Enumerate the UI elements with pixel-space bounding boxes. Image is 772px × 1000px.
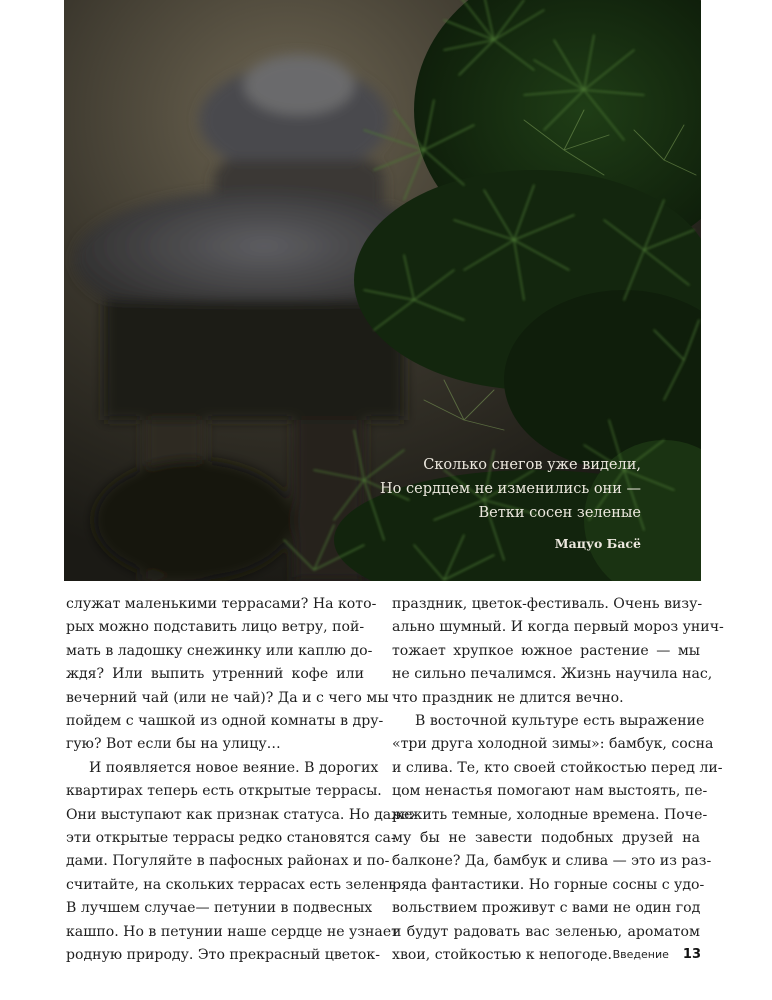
text-line: что праздник не длится вечно. [392, 689, 624, 706]
text-line: не сильно печалимся. Жизнь научила нас, [392, 666, 713, 683]
text-line: хвои, стойкостью к непогоде. [392, 947, 612, 964]
text-line: и будут радовать вас зеленью, ароматом [392, 923, 700, 940]
text-line: и слива. Те, кто своей стойкостью перед ли- [392, 759, 723, 776]
text-column-right [392, 593, 724, 968]
text-line: Они выступают как признак статуса. Но даже [66, 806, 413, 823]
text-line: родную природу. Это прекрасный цветок- [66, 947, 380, 964]
text-line: ждя? Или выпить утренний кофе или [66, 666, 364, 683]
text-line: му бы не завести подобных друзей на [392, 830, 700, 847]
text-line: ряда фантастики. Но горные сосны с удо- [392, 876, 705, 893]
paragraph [392, 710, 723, 967]
paragraph [66, 593, 389, 757]
text-line: рых можно подставить лицо ветру, пой- [66, 619, 365, 636]
text-line: дами. Погуляйте в пафосных районах и по- [66, 853, 390, 870]
text-line: пойдем с чашкой из одной комнаты в дру- [66, 713, 384, 730]
text-line: вечерний чай (или не чай)? Да и с чего мы [66, 689, 389, 706]
poem-line: Но сердцем не изменились они — [380, 481, 641, 497]
page-number: 13 [682, 947, 701, 962]
poem-line: Ветки сосен зеленые [478, 505, 641, 521]
text-line: мать в ладошку снежинку или каплю до- [66, 642, 373, 659]
text-line: В лучшем случае— петунии в подвесных [66, 900, 373, 917]
text-line: кашпо. Но в петунии наше сердце не узнает [66, 923, 399, 940]
paragraph [66, 757, 413, 968]
text-line: И появляется новое веяние. В дорогих [89, 759, 379, 776]
text-line: цом ненастья помогают нам выстоять, пе- [392, 783, 708, 800]
text-line: балконе? Да, бамбук и слива — это из раз- [392, 853, 712, 870]
text-line: праздник, цветок-фестиваль. Очень визу- [392, 596, 703, 612]
pine-bonsai-photo [64, 0, 701, 581]
text-line: ально шумный. И когда первый мороз унич- [392, 619, 724, 636]
haiku-poem [380, 453, 641, 556]
text-line: В восточной культуре есть выражение [415, 713, 705, 730]
paragraph [392, 593, 724, 710]
page-footer [613, 947, 701, 962]
text-line: служат маленькими террасами? На кото- [66, 596, 377, 612]
text-line: режить темные, холодные времена. Поче- [392, 806, 708, 823]
text-line: гую? Вот если бы на улицу… [66, 736, 281, 753]
text-line: эти открытые террасы редко становятся са- [66, 830, 396, 847]
section-title: Введение [612, 948, 669, 961]
text-line: «три друга холодной зимы»: бамбук, сосна [392, 736, 714, 753]
poem-author: Мацуо Басё [554, 536, 641, 551]
text-column-left [66, 593, 413, 968]
text-line: вольствием проживут с вами не один год [392, 900, 701, 917]
text-line: тожает хрупкое южное растение — мы [392, 642, 700, 659]
poem-line: Сколько снегов уже видели, [423, 457, 641, 473]
text-line: считайте, на скольких террасах есть зелень. [66, 876, 401, 893]
text-line: квартирах теперь есть открытые террасы. [66, 783, 382, 800]
